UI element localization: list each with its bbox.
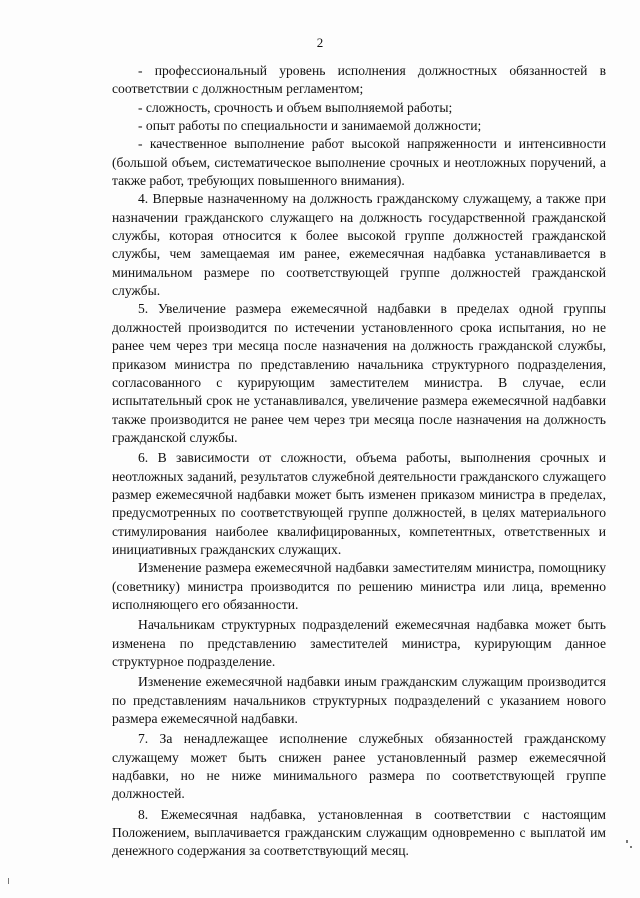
document-body	[112, 62, 606, 861]
paragraph-bullet-complexity: - сложность, срочность и объем выполняемой работы;	[138, 99, 453, 115]
paragraph-other-servants: Изменение ежемесячной надбавки иным гражданским служащим производится по представлениям начальников структурных подразделений с указанием нового размера ежемесячной надбавки.	[112, 674, 606, 727]
paragraph-item-7: 7. За ненадлежащее исполнение служебных обязанностей гражданскому служащему может быть снижен ранее установленный размер ежемесячной надбавки, но не ниже минимального размера по соответствующей группе должностей.	[112, 731, 606, 802]
paragraph-item-4: 4. Впервые назначенному на должность гражданскому служащему, а также при назначении гражданского служащего на должность государственной гражданской службы, которая относится к более высокой группе должностей гражданской службы, чем замещаемая им ранее, ежемесячная надбавка устанавливается в минимальном размере по соответствующей группе должностей гражданской службы.	[112, 191, 606, 299]
page-number: 2	[316, 35, 324, 50]
paragraph-department-heads: Начальникам структурных подразделений ежемесячная надбавка может быть изменена по представлению заместителей министра, курирующим данное структурное подразделение.	[112, 617, 606, 669]
paragraph-bullet-quality: - качественное выполнение работ высокой напряженности и интенсивности (большой объем, систематическое выполнение срочных и неотложных поручений, а также работ, требующих повышенного внимания).	[112, 136, 606, 189]
scan-speck	[630, 846, 632, 848]
scan-speck	[8, 878, 9, 884]
paragraph-item-6: 6. В зависимости от сложности, объема работы, выполнения срочных и неотложных заданий, результатов служебной деятельности гражданского служащего размер ежемесячной надбавки может быть изменен приказом министра в пределах, предусмотренных по соответствующей группе должностей, в целях материального стимулирования наиболее квалифицированных, компетентных, ответственных и инициативных гражданских служащих.	[112, 450, 606, 557]
paragraph-bullet-experience: - опыт работы по специальности и занимаемой должности;	[138, 118, 482, 134]
paragraph-item-8: 8. Ежемесячная надбавка, установленная в соответствии с настоящим Положением, выплачивается гражданским служащим одновременно с выплатой им денежного содержания за соответствующий месяц.	[112, 806, 606, 859]
scan-speck	[626, 840, 628, 843]
paragraph-bullet-professional-level: - профессиональный уровень исполнения должностных обязанностей в соответствии с должностным регламентом;	[112, 63, 606, 97]
paragraph-item-5: 5. Увеличение размера ежемесячной надбавки в пределах одной группы должностей производится по истечении установленного срока испытания, но не ранее чем через три месяца после назначения на должность гражданской службы, приказом министра по представлению начальника структурного подразделения, согласованного с курирующим заместителем министра. В случае, если испытательный срок не устанавливался, увеличение размера ежемесячной надбавки также производится не ранее чем через три месяца после назначения на должность гражданской службы.	[112, 301, 606, 445]
paragraph-deputy-ministers: Изменение размера ежемесячной надбавки заместителям министра, помощнику (советнику) министра производится по решению министра или лица, временно исполняющего его обязанности.	[112, 560, 606, 612]
